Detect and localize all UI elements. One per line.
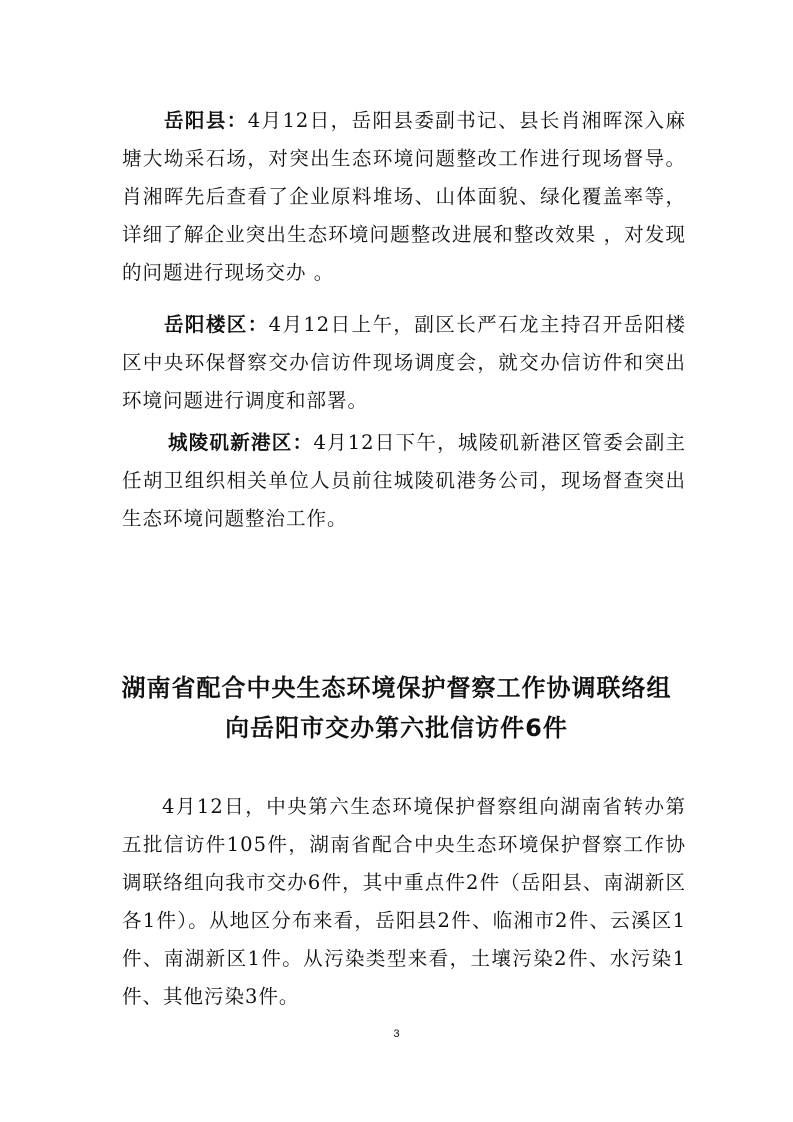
paragraph-lead: 岳阳县： — [164, 109, 248, 132]
paragraph-text: 4月12日上午，副区长严石龙主持召开岳阳楼区中央环保督察交办信访件现场调度会，就交办信访件和突出环境问题进行调度和部署。 — [122, 313, 686, 412]
paragraph-text: 4月12日下午，城陵矶新港区管委会副主任胡卫组织相关单位人员前往城陵矶港务公司，现场督查突出生态环境问题整治工作。 — [122, 431, 686, 530]
section-heading-line-2: 向岳阳市交办第六批信访件6件 — [225, 714, 568, 742]
summary-paragraph: 4月12日，中央第六生态环境保护督察组向湖南省转办第五批信访件105件，湖南省配合中央生态环境保护督察工作协调联络组向我市交办6件，其中重点件2件（岳阳县、南湖新区各1件）。从地区分布来看，岳阳县2件、临湘市2件、云溪区1件、南湖新区1件。从污染类型来看，土壤污染2件、水污染1件、其他污染3件。 — [122, 795, 686, 1008]
paragraph-lead: 岳阳楼区： — [164, 313, 269, 336]
paragraph-yueyanglou-district — [122, 306, 686, 420]
paragraph-chenglingji-port — [122, 424, 686, 538]
paragraph-lead: 城陵矶新港区： — [168, 431, 314, 454]
paragraph-yueyang-county — [122, 102, 686, 292]
paragraph-text: 4月12日，岳阳县委副书记、县长肖湘晖深入麻塘大坳采石场，对突出生态环境问题整改工作进行现场督导。肖湘晖先后查看了企业原料堆场、山体面貌、绿化覆盖率等，详细了解企业突出生态环境问题整改进展和整改效果 ，对发现的问题进行现场交办 。 — [122, 109, 686, 284]
page-number: 3 — [393, 1028, 400, 1040]
section-heading-line-1: 湖南省配合中央生态环境保护督察工作协调联络组 — [121, 674, 672, 702]
